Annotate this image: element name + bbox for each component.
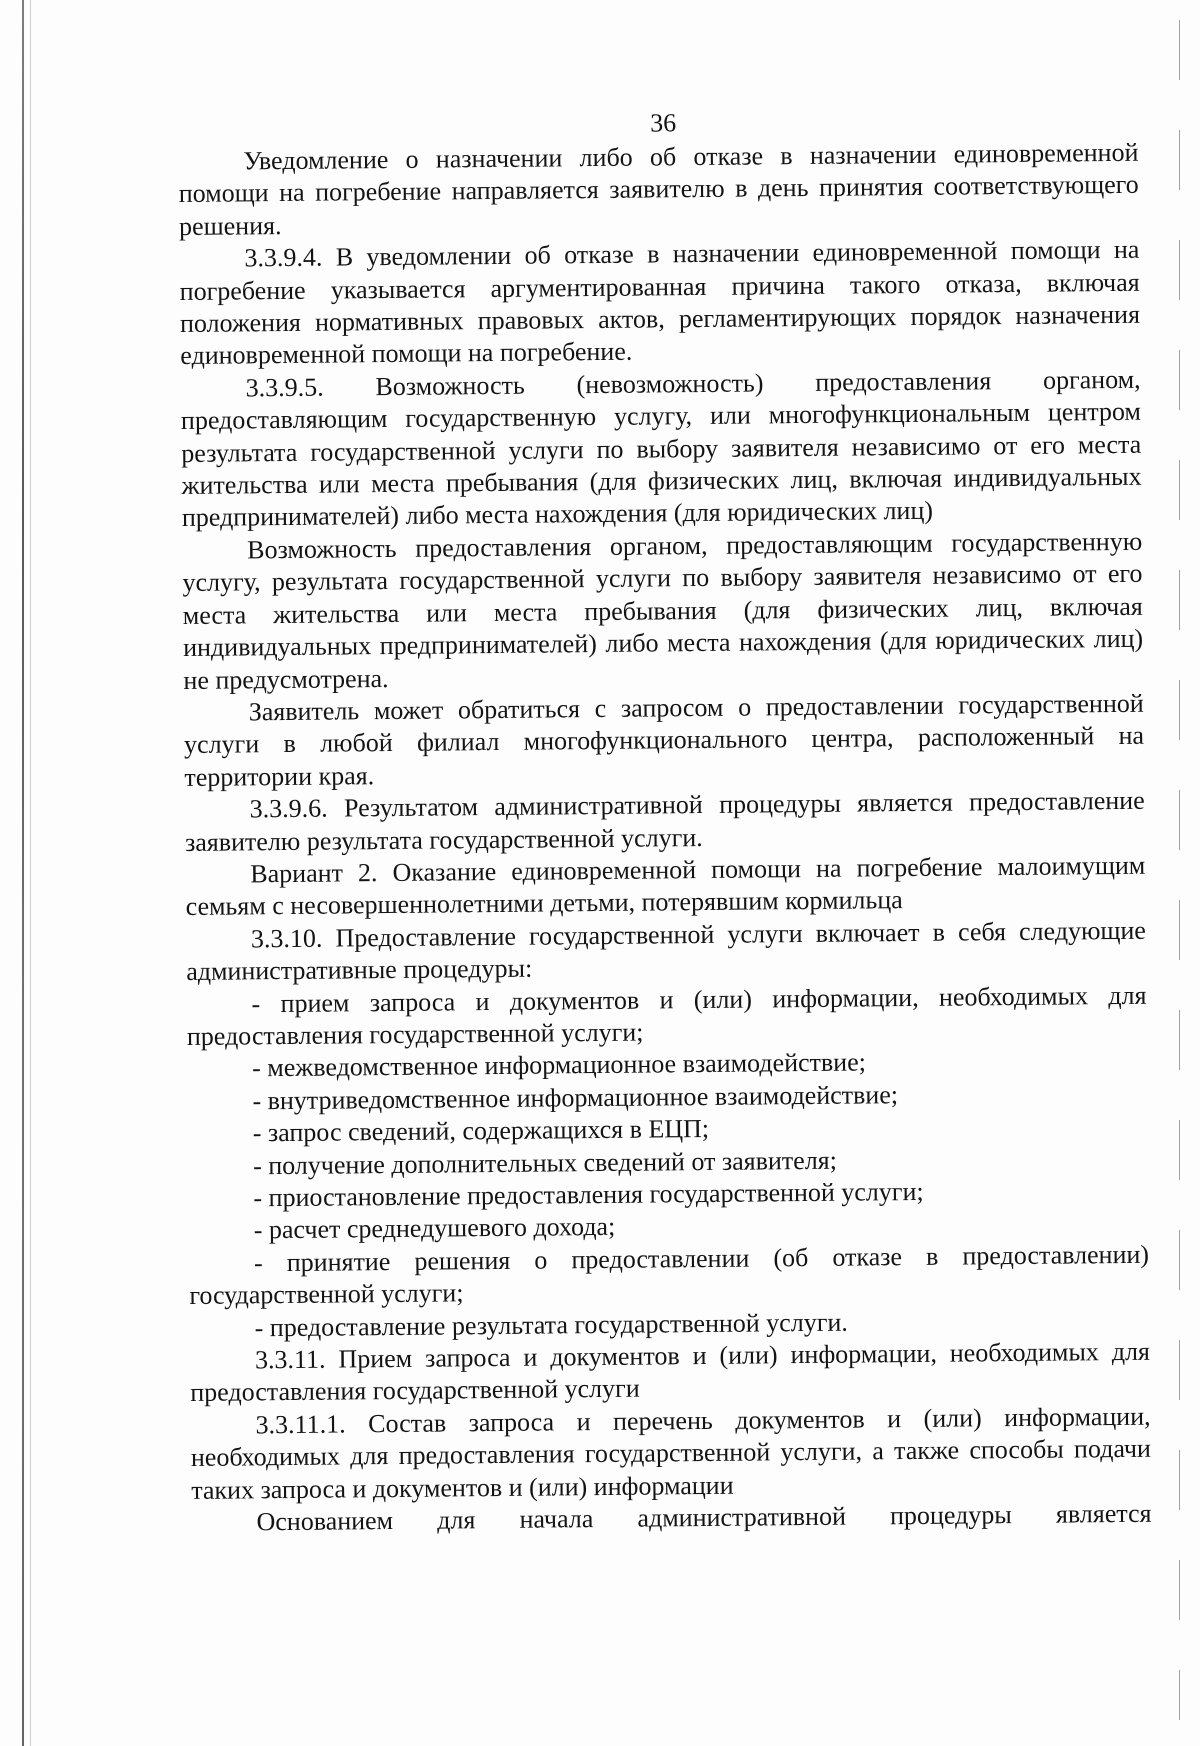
document-body: [178, 103, 1152, 1540]
paragraph-possibility: Возможность предоставления органом, предоставляющим государственную услугу, результата государственной услуги по выбору заявителя независимо от его места жительства или места пребывания (для физических лиц, включая индивидуальных предпринимателей) либо места нахождения (для юридических лиц) не предусмотрена.: [182, 526, 1144, 695]
paragraph-basis: Основанием для начала административной процедуры является: [256, 1498, 1152, 1537]
paragraph-3-3-11-1: 3.3.11.1. Состав запроса и перечень документов и (или) информации, необходимых для предоставления государственной услуги, а также способы подачи таких запроса и документов и (или) информации: [190, 1401, 1152, 1505]
list-item: - расчет среднедушевого дохода;: [253, 1212, 616, 1245]
scan-edge-left-secondary: [30, 0, 31, 1746]
paragraph-3-3-11: 3.3.11. Прием запроса и документов и (или) информации, необходимых для предоставления государственной услуги: [190, 1336, 1151, 1408]
paragraph-notification: Уведомление о назначении либо об отказе в назначении единовременной помощи на погребение направляется заявителю в день принятия соответствующего решения.: [178, 137, 1139, 241]
list-item: - межведомственное информационное взаимодействие;: [252, 1047, 867, 1083]
paragraph-applicant: Заявитель может обратиться с запросом о предоставлении государственной услуги в любой филиал многофункционального центра, расположенный на территории края.: [183, 688, 1145, 792]
list-item: - предоставление результата государственной услуги.: [254, 1307, 848, 1342]
list-item: - принятие решения о предоставлении (об отказе в предоставлении) государственной услуги;: [189, 1239, 1150, 1311]
paragraph-3-3-9-4: 3.3.9.4. В уведомлении об отказе в назначении единовременной помощи на погребение указывается аргументированная причина такого отказа, включая положения нормативных правовых актов, регламентирующих порядок назначения единовременной помощи на погребение.: [179, 234, 1141, 371]
list-item: - приостановление предоставления государственной услуги;: [253, 1176, 924, 1213]
paragraph-3-3-9-6: 3.3.9.6. Результатом административной процедуры является предоставление заявителю результата государственной услуги.: [184, 785, 1145, 857]
paragraph-variant-2: Вариант 2. Оказание единовременной помощи на погребение малоимущим семьям с несовершеннолетними детьми, потерявшим кормильца: [185, 850, 1146, 922]
list-item: - запрос сведений, содержащихся в ЕЦП;: [252, 1114, 710, 1148]
page-number: 36: [649, 108, 677, 138]
list-item: - внутриведомственное информационное взаимодействие;: [252, 1079, 899, 1116]
paragraph-3-3-10: 3.3.10. Предоставление государственной услуги включает в себя следующие административные процедуры:: [186, 915, 1147, 987]
scan-edge-right: [1179, 20, 1180, 1720]
paragraph-3-3-9-5: 3.3.9.5. Возможность (невозможность) предоставления органом, предоставляющим государственную услугу, или многофункциональным центром результата государственной услуги по выбору заявителя независимо от его места жительства или места пребывания (для физических лиц, включая индивидуальных предпринимателей) либо места нахождения (для юридических лиц): [180, 364, 1142, 533]
list-item: - прием запроса и документов и (или) информации, необходимых для предоставления государственной услуги;: [186, 980, 1147, 1051]
scan-edge-left: [22, 0, 24, 1746]
list-item: - получение дополнительных сведений от заявителя;: [252, 1145, 838, 1180]
